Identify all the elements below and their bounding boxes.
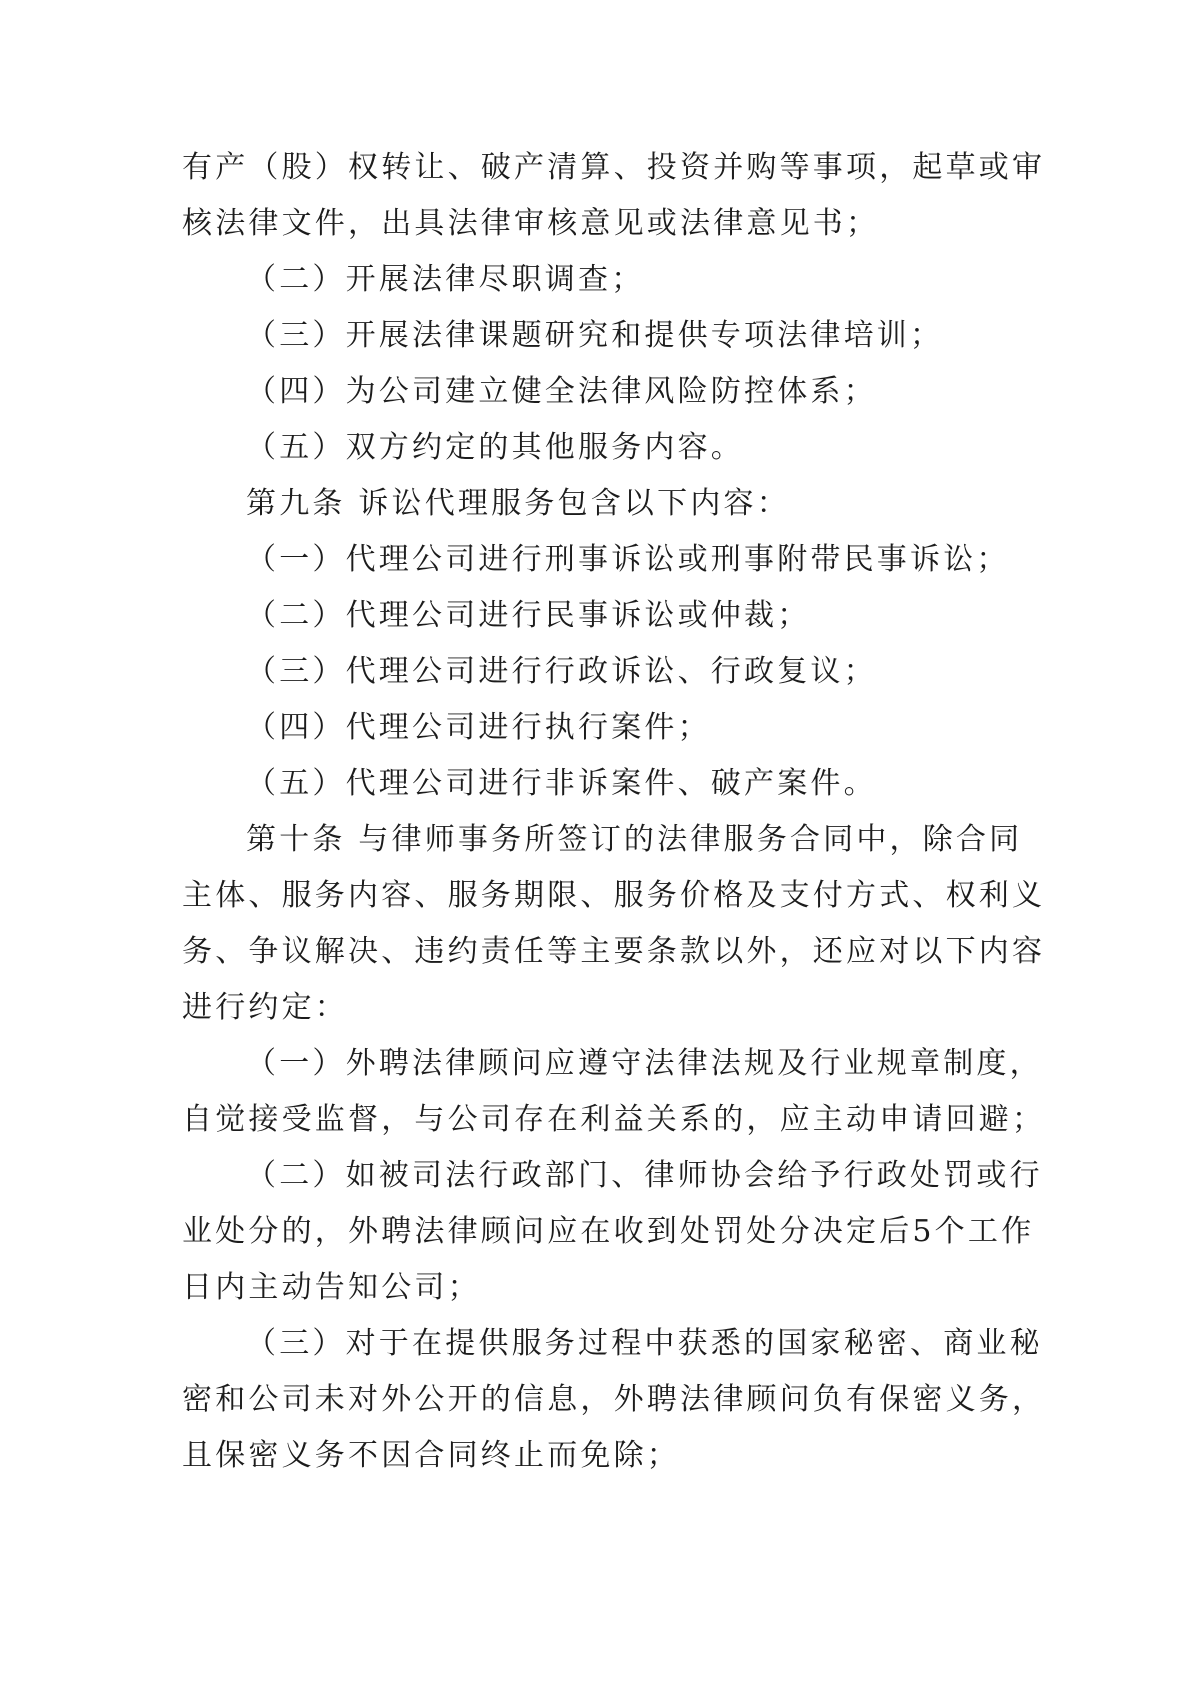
text-line: 且保密义务不因合同终止而免除； xyxy=(182,1438,680,1473)
text-line: 第十条 与律师事务所签订的法律服务合同中，除合同 xyxy=(246,822,1023,857)
text-line: （一）代理公司进行刑事诉讼或刑事附带民事诉讼； xyxy=(246,542,1010,577)
text-line: 主体、服务内容、服务期限、服务价格及支付方式、权利义 xyxy=(182,878,1046,913)
text-line: （二）如被司法行政部门、律师协会给予行政处罚或行 xyxy=(246,1158,1043,1193)
text-line: 核法律文件，出具法律审核意见或法律意见书； xyxy=(182,206,880,241)
text-line: 有产（股）权转让、破产清算、投资并购等事项，起草或审 xyxy=(182,150,1046,185)
text-line: 密和公司未对外公开的信息，外聘法律顾问负有保密义务， xyxy=(182,1382,1046,1417)
text-line: （二）开展法律尽职调查； xyxy=(246,262,645,297)
document-body xyxy=(182,140,1046,1484)
text-line: （一）外聘法律顾问应遵守法律法规及行业规章制度， xyxy=(246,1046,1043,1081)
text-line: 日内主动告知公司； xyxy=(182,1270,481,1305)
text-line: （四）代理公司进行执行案件； xyxy=(246,710,711,745)
text-line: 业处分的，外聘法律顾问应在收到处罚处分决定后5个工作 xyxy=(182,1214,1035,1249)
text-line: （三）开展法律课题研究和提供专项法律培训； xyxy=(246,318,944,353)
text-line: 进行约定： xyxy=(182,990,348,1025)
text-line: 第九条 诉讼代理服务包含以下内容： xyxy=(246,486,790,521)
text-line: （四）为公司建立健全法律风险防控体系； xyxy=(246,374,877,409)
text-line: （三）代理公司进行行政诉讼、行政复议； xyxy=(246,654,877,689)
text-line: （三）对于在提供服务过程中获悉的国家秘密、商业秘 xyxy=(246,1326,1043,1361)
text-line: 自觉接受监督，与公司存在利益关系的，应主动申请回避； xyxy=(182,1102,1046,1137)
text-line: （二）代理公司进行民事诉讼或仲裁； xyxy=(246,598,811,633)
text-line: 务、争议解决、违约责任等主要条款以外，还应对以下内容 xyxy=(182,934,1046,969)
text-line: （五）代理公司进行非诉案件、破产案件。 xyxy=(246,766,877,801)
text-line: （五）双方约定的其他服务内容。 xyxy=(246,430,744,465)
